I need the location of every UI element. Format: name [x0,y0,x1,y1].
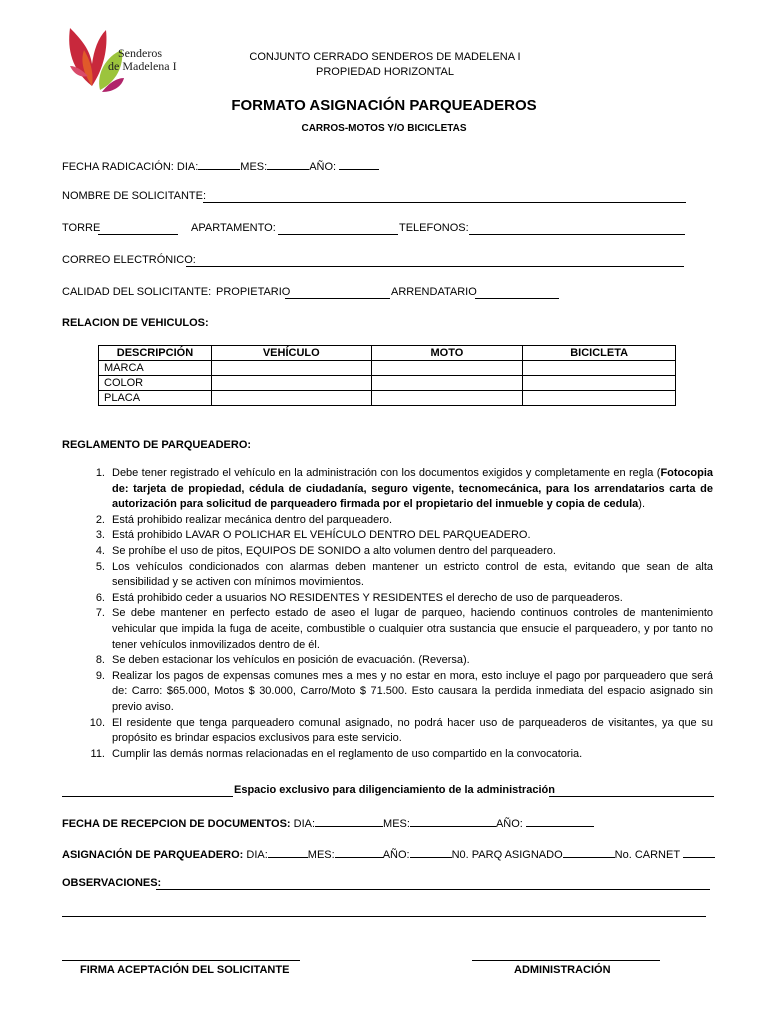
correo-label: CORREO ELECTRÓNICO: [62,254,196,266]
propietario-label: PROPIETARIO [216,286,291,298]
table-row [99,376,676,391]
rule-number: 10. [89,716,105,729]
table-header: VEHÍCULO [211,346,371,361]
table-row [99,391,676,406]
logo-line1: Senderos [118,46,162,60]
signature-line-administracion[interactable] [472,960,660,961]
recepcion-anio-field[interactable] [526,816,594,827]
logo-text [108,47,177,73]
telefonos-field[interactable] [469,234,685,235]
mes-field[interactable] [267,159,309,170]
table-row [99,361,676,376]
list-item [83,653,713,669]
document-title: FORMATO ASIGNACIÓN PARQUEADEROS [231,97,537,114]
rule-bold-text: Fotocopia de: tarjeta de propiedad, cédula de ciudadanía, seguro vigente, tecnomecánica, para los arrendatarios carta de autorización para solicitud de parqueadero firmada por el propietario del inmueble y copia de cedula [112,467,713,511]
no-carnet-label: No. CARNET [614,849,681,861]
rule-number: 5. [95,560,105,573]
list-item [83,513,713,529]
fecha-recepcion-row [62,816,594,830]
table-header: MOTO [371,346,523,361]
apartamento-label: APARTAMENTO: [191,222,276,234]
apartamento-field[interactable] [278,234,398,235]
asignacion-anio-field[interactable] [410,847,452,858]
rule-text: Se prohíbe el uso de pitos, EQUIPOS DE SONIDO a alto volumen dentro del parqueadero. [112,544,556,557]
rule-number: 3. [95,529,105,542]
rule-number: 2. [95,513,105,526]
table-cell[interactable] [211,361,371,376]
logo-line2: de Madelena I [108,59,177,73]
recepcion-dia-field[interactable] [315,816,383,827]
table-header: BICICLETA [523,346,676,361]
espacio-admin-label: Espacio exclusivo para diligenciamiento de la administración [234,784,555,796]
table-cell[interactable] [523,361,676,376]
table-cell[interactable] [211,391,371,406]
rule-text: Realizar los pagos de expensas comunes mes a mes y no estar en mora, esto incluye el pago por parqueadero que será de: Carro: $65.000, Motos $ 30.000, Carro/Moto $ 71.500. Esto causara la perdida inmediata del espacio asignado sin previo aviso. [112,669,713,713]
asignacion-row [62,847,715,861]
observaciones-label: OBSERVACIONES: [62,877,162,889]
arrendatario-field[interactable] [475,298,559,299]
fecha-radicacion-row [62,159,379,173]
arrendatario-label: ARRENDATARIO [391,286,477,298]
dia-field[interactable] [198,159,240,170]
rule-text: Los vehículos condicionados con alarmas deben mantener un estricto control de esta, evitando que sean de alta sensibilidad y se activen con mínimos movimientos. [112,560,713,589]
rule-text: El residente que tenga parqueadero comunal asignado, no podrá hacer uso de parqueaderos de visitantes, ya que su propósito es brindar espacios exclusivos para este servicio. [112,716,713,745]
rule-tail: ). [638,498,646,511]
rule-text: Está prohibido ceder a usuarios NO RESIDENTES Y RESIDENTES el derecho de uso de parqueaderos. [112,591,623,604]
table-header-row [99,346,676,361]
table-cell[interactable] [523,376,676,391]
vehicle-table [98,345,676,406]
rule-text: Está prohibido realizar mecánica dentro del parqueadero. [112,513,393,526]
firma-solicitante-label: FIRMA ACEPTACIÓN DEL SOLICITANTE [80,964,290,976]
rule-text: Cumplir las demás normas relacionadas en el reglamento de uso compartido en la convocatoria. [112,747,583,760]
carnet-field[interactable] [683,847,715,858]
table-cell[interactable] [211,376,371,391]
rule-number: 9. [95,669,105,682]
observaciones-field[interactable] [156,889,710,890]
torre-field[interactable] [98,234,178,235]
rule-text: Debe tener registrado el vehículo en la administración con los documentos exigidos y completamente en regla ( [112,467,661,479]
anio-label: AÑO: [495,818,523,830]
observaciones-field-2[interactable] [62,916,706,917]
dia-label: DIA: [293,818,316,830]
signature-line-solicitante[interactable] [62,960,300,961]
administracion-label: ADMINISTRACIÓN [514,964,611,976]
list-item [83,544,713,560]
rule-number: 8. [95,654,105,667]
rule-text: Se debe mantener en perfecto estado de aseo el lugar de parqueo, haciendo continuos controles de mantenimiento vehicular que impida la fuga de aceite, combustible o cualquier otra sustancia que ensucie el parqueadero, y por tanto no tener vehículos inmovilizados dentro de él. [112,607,713,651]
nombre-label: NOMBRE DE SOLICITANTE: [62,190,207,202]
row-label: MARCA [99,361,212,376]
rule-number: 7. [95,607,105,620]
rule-number: 1. [95,467,105,479]
recepcion-mes-field[interactable] [410,816,496,827]
correo-field[interactable] [186,266,684,267]
list-item [83,591,713,607]
document-header [190,50,580,80]
divider [62,796,233,797]
header-line2: PROPIEDAD HORIZONTAL [316,66,454,78]
mes-label: MES: [307,849,335,861]
table-cell[interactable] [371,361,523,376]
rule-text: Está prohibido LAVAR O POLICHAR EL VEHÍCULO DENTRO DEL PARQUEADERO. [112,529,531,542]
rule-number: 6. [95,591,105,604]
list-item [83,747,713,763]
fecha-recepcion-label: FECHA DE RECEPCION DE DOCUMENTOS: [62,818,291,830]
row-label: PLACA [99,391,212,406]
anio-label: AÑO: [382,849,410,861]
divider [549,796,714,797]
anio-field[interactable] [339,159,379,170]
telefonos-label: TELEFONOS: [399,222,469,234]
list-item [83,716,713,747]
calidad-label: CALIDAD DEL SOLICITANTE: [62,286,212,298]
rules-list [83,466,713,762]
parq-asignado-field[interactable] [563,847,615,858]
propietario-field[interactable] [285,298,390,299]
torre-label: TORRE [62,222,101,234]
rule-number: 11. [90,747,105,760]
asignacion-dia-field[interactable] [268,847,308,858]
table-header: DESCRIPCIÓN [99,346,212,361]
relacion-title: RELACION DE VEHICULOS: [62,317,209,329]
list-item [83,560,713,591]
document-subtitle: CARROS-MOTOS Y/O BICICLETAS [301,123,467,134]
rule-text: Se deben estacionar los vehículos en posición de evacuación. (Reversa). [112,654,470,667]
reglamento-title: REGLAMENTO DE PARQUEADERO: [62,439,252,451]
list-item [83,466,713,513]
list-item [83,528,713,544]
anio-label: AÑO: [309,161,337,173]
asignacion-label: ASIGNACIÓN DE PARQUEADERO: [62,849,244,861]
table-cell[interactable] [523,391,676,406]
nombre-field[interactable] [203,202,686,203]
table-cell[interactable] [371,376,523,391]
row-label: COLOR [99,376,212,391]
header-line1: CONJUNTO CERRADO SENDEROS DE MADELENA I [249,51,521,63]
n0-parq-label: N0. PARQ ASIGNADO [451,849,563,861]
fecha-radicacion-label: FECHA RADICACIÓN: DIA: [62,161,199,173]
list-item [83,606,713,653]
list-item [83,669,713,716]
dia-label: DIA: [246,849,268,861]
table-cell[interactable] [371,391,523,406]
asignacion-mes-field[interactable] [335,847,383,858]
rule-number: 4. [95,544,105,557]
mes-label: MES: [383,818,410,830]
mes-label: MES: [240,161,268,173]
